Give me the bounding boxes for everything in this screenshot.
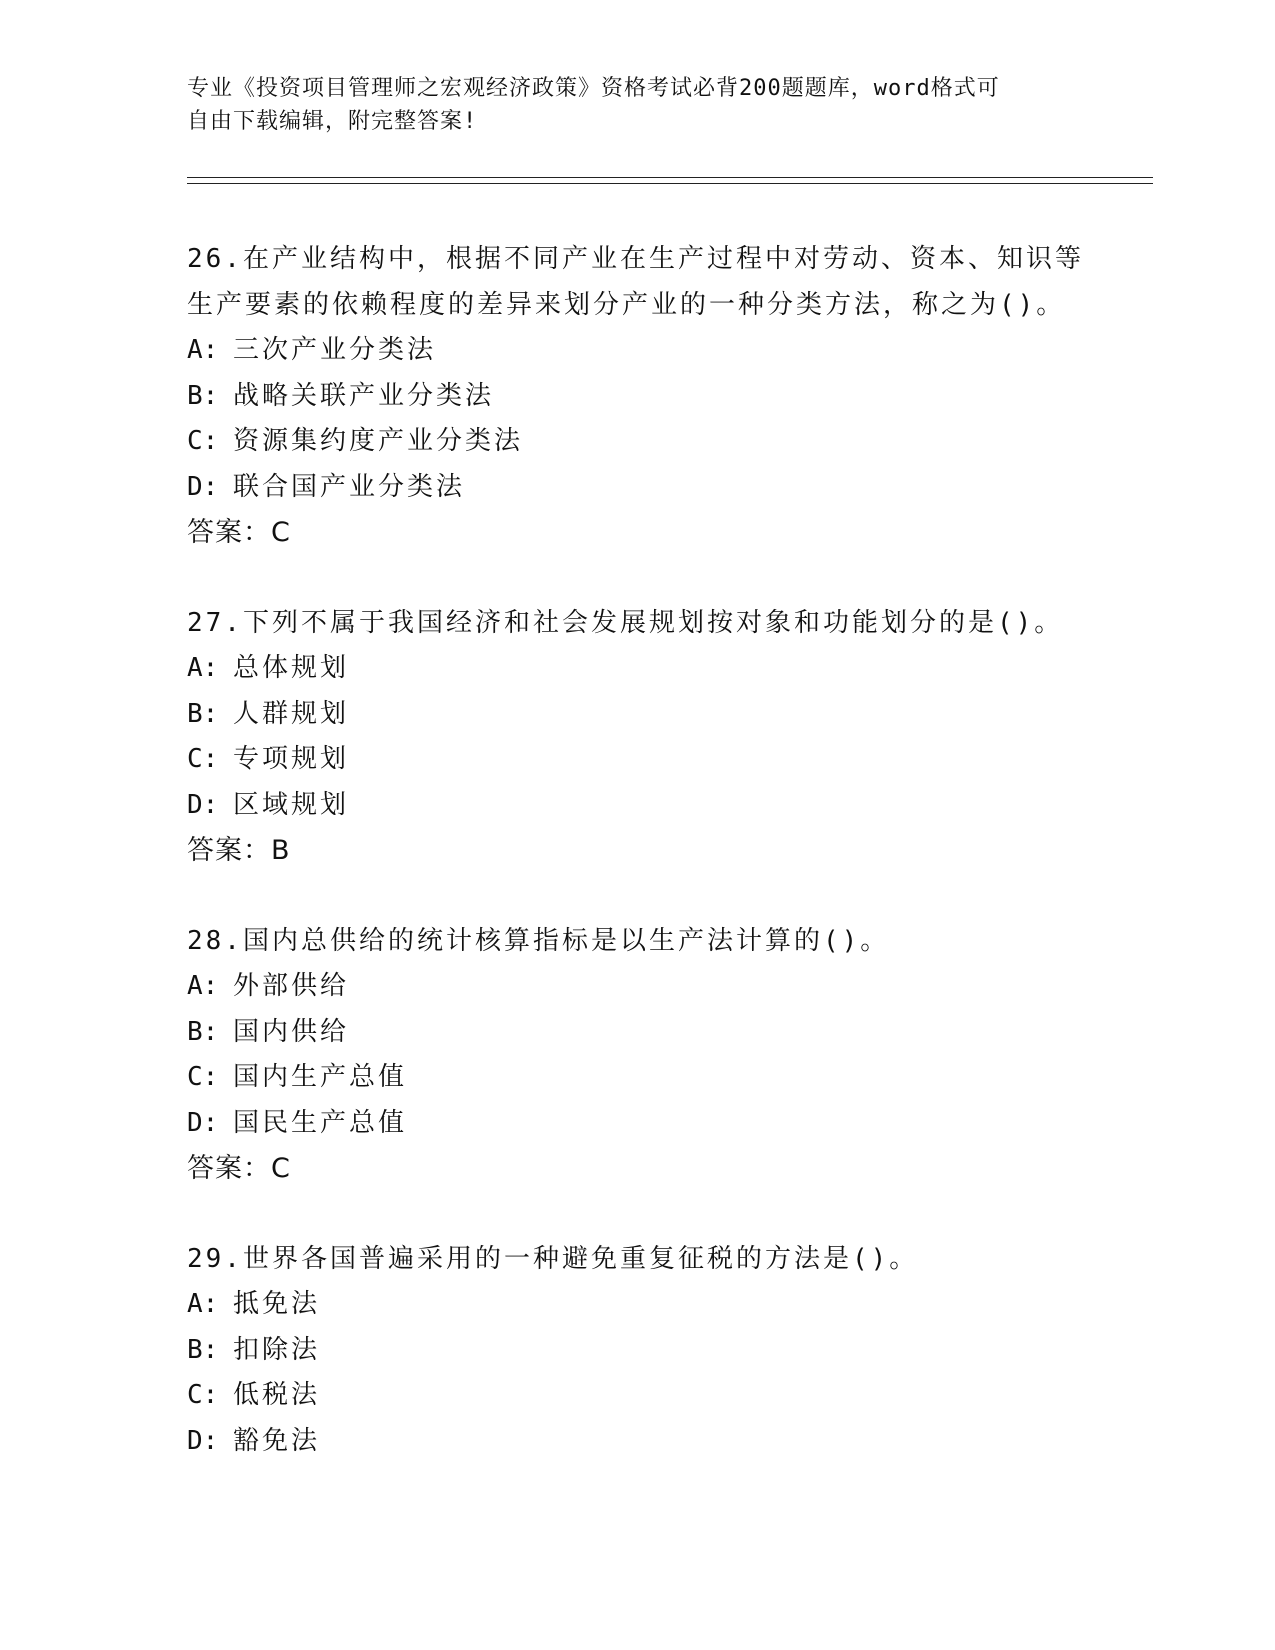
answer-line: 答案：C (187, 1153, 291, 1184)
option-text: 低税法 (233, 1380, 321, 1410)
option-letter: B: (187, 698, 219, 729)
option-text: 区域规划 (233, 789, 350, 820)
option-letter: D: (187, 789, 219, 820)
option-letter: A: (187, 1289, 219, 1319)
option-c (187, 1055, 1087, 1101)
question-stem-line-2: 生产要素的依赖程度的差异来划分产业的一种分类方法，称之为()。 (187, 290, 1066, 320)
option-c (187, 1373, 1087, 1419)
option-letter: B: (187, 380, 219, 411)
option-d (187, 1101, 1087, 1147)
option-letter: D: (187, 471, 219, 502)
option-text: 人群规划 (233, 698, 350, 729)
option-text: 国民生产总值 (233, 1107, 408, 1138)
question-27 (187, 600, 1087, 874)
option-a (187, 964, 1087, 1010)
header-divider-bottom (187, 183, 1153, 184)
option-letter: B: (187, 1016, 219, 1047)
question-stem-line-1: 29.世界各国普遍采用的一种避免重复征税的方法是()。 (187, 1244, 919, 1274)
option-a (187, 1282, 1087, 1328)
option-letter: C: (187, 1062, 219, 1092)
option-letter: A: (187, 971, 219, 1001)
option-text: 外部供给 (233, 971, 350, 1001)
option-b (187, 1010, 1087, 1056)
header-divider-top (187, 177, 1153, 178)
option-text: 国内供给 (233, 1016, 350, 1047)
answer-line: 答案：B (187, 835, 291, 866)
option-a (187, 646, 1087, 692)
option-b (187, 374, 1087, 420)
question-stem-line-1: 28.国内总供给的统计核算指标是以生产法计算的()。 (187, 926, 890, 956)
header-line-1: 专业《投资项目管理师之宏观经济政策》资格考试必背200题题库，word格式可 (187, 76, 1000, 101)
option-b (187, 1328, 1087, 1374)
option-text: 扣除法 (233, 1334, 321, 1365)
option-c (187, 419, 1087, 465)
option-text: 资源集约度产业分类法 (233, 426, 524, 456)
option-a (187, 328, 1087, 374)
answer-line: 答案：C (187, 517, 291, 548)
option-b (187, 692, 1087, 738)
option-text: 抵免法 (233, 1289, 321, 1319)
document-header (187, 72, 1087, 138)
option-letter: A: (187, 335, 219, 365)
question-26 (187, 236, 1087, 556)
option-letter: D: (187, 1425, 219, 1456)
option-letter: C: (187, 744, 219, 774)
question-28 (187, 918, 1087, 1192)
option-text: 联合国产业分类法 (233, 471, 466, 502)
option-text: 战略关联产业分类法 (233, 380, 495, 411)
option-letter: C: (187, 1380, 219, 1410)
option-text: 专项规划 (233, 744, 350, 774)
option-d (187, 1419, 1087, 1465)
option-d (187, 783, 1087, 829)
header-line-2: 自由下载编辑，附完整答案! (187, 109, 478, 134)
question-29 (187, 1236, 1087, 1464)
option-letter: B: (187, 1334, 219, 1365)
question-stem-line-1: 26.在产业结构中，根据不同产业在生产过程中对劳动、资本、知识等 (187, 244, 1084, 274)
option-c (187, 737, 1087, 783)
option-text: 豁免法 (233, 1425, 321, 1456)
option-text: 总体规划 (233, 653, 350, 683)
option-text: 国内生产总值 (233, 1062, 408, 1092)
option-text: 三次产业分类法 (233, 335, 437, 365)
option-letter: C: (187, 426, 219, 456)
option-d (187, 465, 1087, 511)
option-letter: A: (187, 653, 219, 683)
option-letter: D: (187, 1107, 219, 1138)
question-stem-line-1: 27.下列不属于我国经济和社会发展规划按对象和功能划分的是()。 (187, 608, 1064, 638)
